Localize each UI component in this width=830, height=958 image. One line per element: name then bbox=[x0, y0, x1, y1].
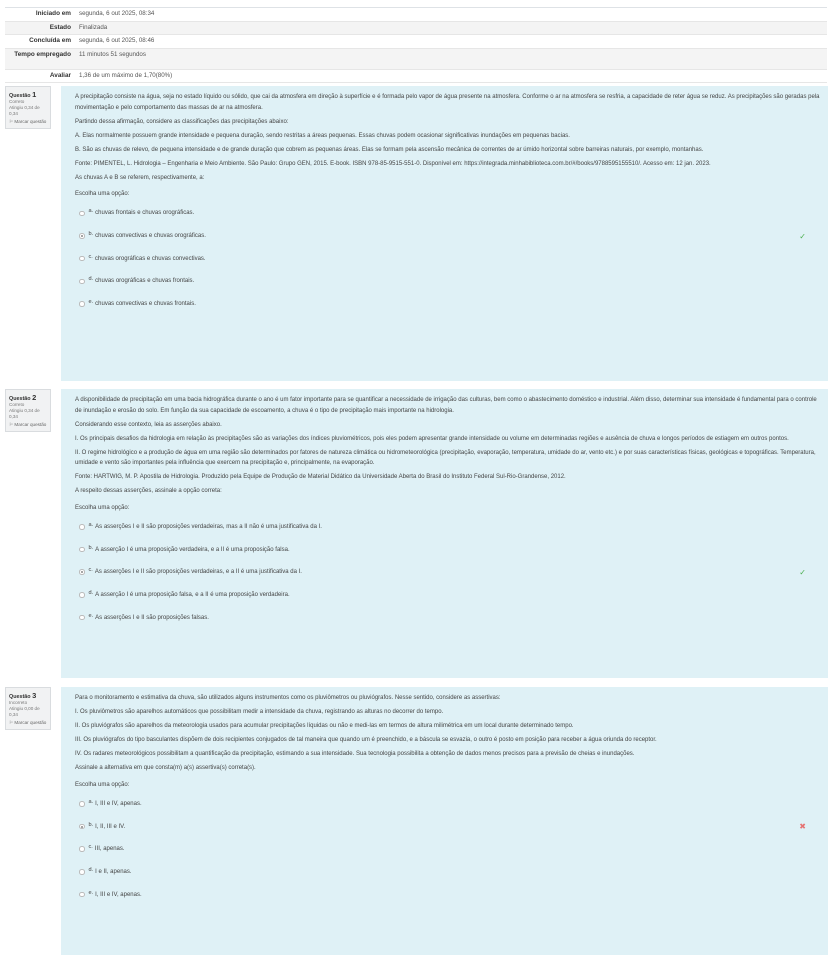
answer-option[interactable] bbox=[75, 293, 820, 316]
question-text: Partindo dessa afirmação, considere as classificações das precipitações abaixo: bbox=[75, 118, 289, 125]
summary-label: Iniciado em bbox=[35, 10, 71, 17]
check-icon: ✓ bbox=[799, 567, 806, 577]
option-letter: e. bbox=[88, 299, 94, 306]
option-letter: b. bbox=[88, 544, 94, 551]
question-text: Considerando esse contexto, leia as asserções abaixo. bbox=[75, 421, 222, 428]
radio-button[interactable] bbox=[79, 256, 85, 262]
question-number bbox=[9, 90, 47, 99]
question-status: Incorreto bbox=[9, 700, 28, 705]
flag-question-link[interactable] bbox=[9, 720, 47, 726]
question-label: Questão bbox=[9, 694, 31, 700]
check-icon: ✓ bbox=[799, 231, 806, 241]
option-text: I, III e IV, apenas. bbox=[95, 800, 142, 807]
question-content-2 bbox=[61, 389, 828, 678]
summary-value: segunda, 6 out 2025, 08:46 bbox=[79, 37, 155, 44]
question-grade: Atingiu 0,34 de 0,34 bbox=[9, 105, 40, 117]
question-text: Fonte: PIMENTEL, L. Hidrologia – Engenharia e Meio Ambiente. São Paulo: Grupo GEN, 2015. E-book. ISBN 978-85-9515-551-0. Disponível em: https://integrada.minhabiblioteca.com.br/#/books/9788595155510/. Acesso em: 12 jan. 2023. bbox=[75, 160, 711, 167]
radio-button-selected[interactable] bbox=[79, 569, 85, 575]
question-number bbox=[9, 691, 47, 700]
question-text: B. São as chuvas de relevo, de pequena intensidade e de grande duração que cobrem as pequenas áreas. Elas se formam pela ascensão mecânica de correntes de ar úmido horizontal sobre barreiras naturais, por exemplo, montanhas. bbox=[75, 146, 704, 153]
question-text: Para o monitoramento e estimativa da chuva, são utilizados alguns instrumentos como os pluviômetros ou pluviógrafos. Nesse sentido, considere as assertivas: bbox=[75, 695, 501, 701]
question-grade: Atingiu 0,34 de 0,34 bbox=[9, 408, 40, 420]
question-text: A disponibilidade de precipitação em uma bacia hidrográfica durante o ano é um fator importante para se quantificar a necessidade de irrigação das culturas, bem como o abastecimento doméstico e industrial. Além disso, determinar sua intensidade é fundamental para o controle de inundação e erosão do solo. Em função da sua capacidade de escoamento, a chuva é o tipo de precipitação mais importante na hidrologia. bbox=[75, 397, 817, 414]
question-text: As chuvas A e B se referem, respectivamente, a: bbox=[75, 174, 205, 181]
radio-button[interactable] bbox=[79, 615, 85, 621]
radio-button[interactable] bbox=[79, 801, 85, 807]
option-letter: a. bbox=[88, 208, 94, 215]
option-text: chuvas orográficas e chuvas frontais. bbox=[95, 278, 195, 285]
option-text: A asserção I é uma proposição verdadeira, e a II é uma proposição falsa. bbox=[95, 546, 290, 553]
question-text: Fonte: HARTWIG, M. P. Apostila de Hidrologia. Produzido pela Equipe de Produção de Material Didático da Universidade Aberta do Brasil do Instituto Federal Sul-Rio-Grandense, 2012. bbox=[75, 474, 566, 481]
option-text: chuvas orográficas e chuvas convectivas. bbox=[94, 255, 206, 262]
option-text: chuvas convectivas e chuvas orográficas. bbox=[95, 233, 206, 239]
question-text: II. O regime hidrológico e a produção de água em uma região são determinados por fatores de natureza climática ou hidrometeorológica (precipitação, evaporação, temperatura, umidade do ar, vento etc.) e por suas características físicas, geológicas e topográficas. Temperatura, umidade e vento são importantes pela influência que exercem na precipitação e, principalmente, na evaporação. bbox=[75, 449, 816, 467]
question-number-value: 2 bbox=[32, 393, 37, 402]
radio-button-selected[interactable] bbox=[79, 233, 85, 239]
question-text: A respeito dessas asserções, assinale a opção correta: bbox=[75, 488, 222, 495]
option-text: As asserções I e II são proposições falsas. bbox=[95, 614, 209, 621]
flag-label: Marcar questão bbox=[14, 421, 47, 427]
question-info-2 bbox=[5, 389, 51, 432]
answer-prompt: Escolha uma opção: bbox=[75, 504, 130, 511]
option-letter: e. bbox=[88, 889, 94, 896]
option-text: I, III e IV, apenas. bbox=[95, 891, 142, 898]
attempt-summary-table bbox=[5, 7, 827, 83]
answer-option[interactable] bbox=[75, 883, 820, 906]
question-grade: Atingiu 0,00 de 0,34 bbox=[9, 706, 40, 718]
radio-button-selected[interactable] bbox=[79, 824, 85, 830]
answer-option[interactable] bbox=[75, 584, 820, 607]
question-text: I. Os pluviômetros são aparelhos automáticos que possibilitam medir a intensidade da chuva, registrando as alturas no decorrer do tempo. bbox=[75, 709, 444, 716]
flag-label: Marcar questão bbox=[14, 719, 47, 725]
summary-label: Concluída em bbox=[29, 37, 71, 44]
question-label: Questão bbox=[9, 93, 31, 99]
summary-value: Finalizada bbox=[79, 23, 108, 31]
radio-button[interactable] bbox=[79, 279, 85, 285]
option-letter: a. bbox=[88, 798, 94, 805]
summary-row-started bbox=[5, 8, 827, 22]
option-text: chuvas frontais e chuvas orográficas. bbox=[95, 210, 195, 217]
question-text: A. Elas normalmente possuem grande intensidade e pequena duração, sendo restritas a áreas pequenas. Essas chuvas podem ocasionar significativas inundações em pequenas bacias. bbox=[75, 132, 570, 139]
radio-button[interactable] bbox=[79, 892, 85, 898]
option-letter: d. bbox=[88, 866, 94, 873]
summary-row-grade bbox=[5, 70, 827, 84]
flag-question-link[interactable] bbox=[9, 422, 47, 428]
question-number-value: 1 bbox=[32, 90, 37, 99]
radio-button[interactable] bbox=[79, 592, 85, 598]
question-text: I. Os principais desafios da hidrologia em relação às precipitações são as variações dos índices pluviométricos, pois eles podem apresentar grande intensidade ou volume em determinadas regiões e ausência de chuva e longos períodos de estiagem em outros pontos. bbox=[75, 435, 789, 442]
question-text: IV. Os radares meteorológicos possibilitam a quantificação da precipitação, estimando a sua intensidade. Sua tecnologia possibilita a obtenção de dados menos precisos para a previsão de cheias e inundações. bbox=[75, 751, 635, 758]
answer-option-selected[interactable] bbox=[75, 561, 820, 584]
flag-icon: ⚐ bbox=[9, 421, 14, 427]
question-content-1 bbox=[61, 86, 828, 381]
answer-option[interactable] bbox=[75, 202, 820, 225]
radio-button[interactable] bbox=[79, 524, 85, 530]
summary-value: segunda, 6 out 2025, 08:34 bbox=[79, 10, 155, 17]
question-label: Questão bbox=[9, 396, 31, 402]
option-letter: e. bbox=[88, 612, 94, 619]
flag-icon: ⚐ bbox=[9, 719, 14, 725]
answer-option[interactable] bbox=[75, 861, 820, 884]
option-text: A asserção I é uma proposição falsa, e a II é uma proposição verdadeira. bbox=[95, 591, 290, 598]
option-letter: c. bbox=[88, 567, 93, 574]
answer-option[interactable] bbox=[75, 515, 820, 538]
radio-button[interactable] bbox=[79, 869, 85, 875]
question-number-value: 3 bbox=[32, 691, 37, 700]
answer-option[interactable] bbox=[75, 538, 820, 561]
option-text: III, apenas. bbox=[94, 846, 125, 853]
summary-label: Avaliar bbox=[49, 71, 71, 79]
option-letter: b. bbox=[88, 231, 94, 237]
question-info-1 bbox=[5, 86, 51, 129]
question-text: II. Os pluviógrafos são aparelhos da meteorologia usados para acumular precipitações líquidas ou não e medi-las em termos de altura milimétrica em um local durante determinado tempo. bbox=[75, 723, 574, 730]
answer-option[interactable] bbox=[75, 606, 820, 629]
summary-label: Estado bbox=[49, 23, 71, 31]
radio-button[interactable] bbox=[79, 547, 85, 553]
answer-option[interactable] bbox=[75, 838, 820, 861]
flag-question-link[interactable] bbox=[9, 119, 47, 125]
flag-label: Marcar questão bbox=[14, 118, 47, 124]
radio-button[interactable] bbox=[79, 211, 85, 217]
flag-icon: ⚐ bbox=[9, 118, 14, 124]
summary-label: Tempo empregado bbox=[14, 50, 71, 58]
option-text: I, II, III e IV. bbox=[95, 823, 126, 830]
question-text: Assinale a alternativa em que consta(m) a(s) assertiva(s) correta(s). bbox=[75, 765, 256, 772]
answer-option[interactable] bbox=[75, 247, 820, 270]
option-text: I e II, apenas. bbox=[95, 868, 132, 875]
question-status: Correto bbox=[9, 99, 25, 104]
answer-prompt: Escolha uma opção: bbox=[75, 781, 130, 788]
radio-button[interactable] bbox=[79, 301, 85, 307]
answer-option[interactable] bbox=[75, 792, 820, 815]
summary-value: 1,36 de um máximo de 1,70(80%) bbox=[79, 71, 173, 79]
option-letter: c. bbox=[88, 844, 93, 851]
option-text: As asserções I e II são proposições verdadeiras, e a II é uma justificativa da I. bbox=[94, 569, 302, 576]
answer-option[interactable] bbox=[75, 270, 820, 293]
option-text: As asserções I e II são proposições verdadeiras, mas a II não é uma justificativa da I. bbox=[95, 523, 322, 530]
question-info-3 bbox=[5, 687, 51, 730]
summary-value: 11 minutos 51 segundos bbox=[79, 50, 146, 58]
option-letter: c. bbox=[88, 253, 93, 260]
question-content-3 bbox=[61, 687, 828, 955]
option-letter: b. bbox=[88, 821, 94, 828]
answer-prompt: Escolha uma opção: bbox=[75, 191, 130, 198]
question-number bbox=[9, 393, 47, 402]
radio-button[interactable] bbox=[79, 846, 85, 852]
question-status: Correto bbox=[9, 402, 25, 407]
cross-icon: ✖ bbox=[799, 822, 806, 831]
option-letter: a. bbox=[88, 521, 94, 528]
answer-option-selected[interactable] bbox=[75, 225, 820, 248]
summary-row-state bbox=[5, 22, 827, 36]
option-letter: d. bbox=[88, 589, 94, 596]
option-text: chuvas convectivas e chuvas frontais. bbox=[95, 301, 196, 308]
question-text: A precipitação consiste na água, seja no estado líquido ou sólido, que cai da atmosfera em direção à superfície e é formada pelo vapor de água presente na atmosfera. Conforme o ar na atmosfera se resfria, a capacidade de reter água se reduz. As precipitações são geradas pela movimentação e pelo comportamento das massas de ar na atmosfera. bbox=[75, 94, 820, 111]
summary-row-time bbox=[5, 49, 827, 70]
summary-row-completed bbox=[5, 35, 827, 49]
option-letter: d. bbox=[88, 276, 94, 283]
question-text: III. Os pluviógrafos do tipo basculantes dispõem de dois recipientes conjugados de tal maneira que quando um é preenchido, e a báscula se esvazia, o outro é posto em posição para receber a água oriunda do receptor. bbox=[75, 737, 657, 744]
answer-option-selected[interactable] bbox=[75, 815, 820, 838]
